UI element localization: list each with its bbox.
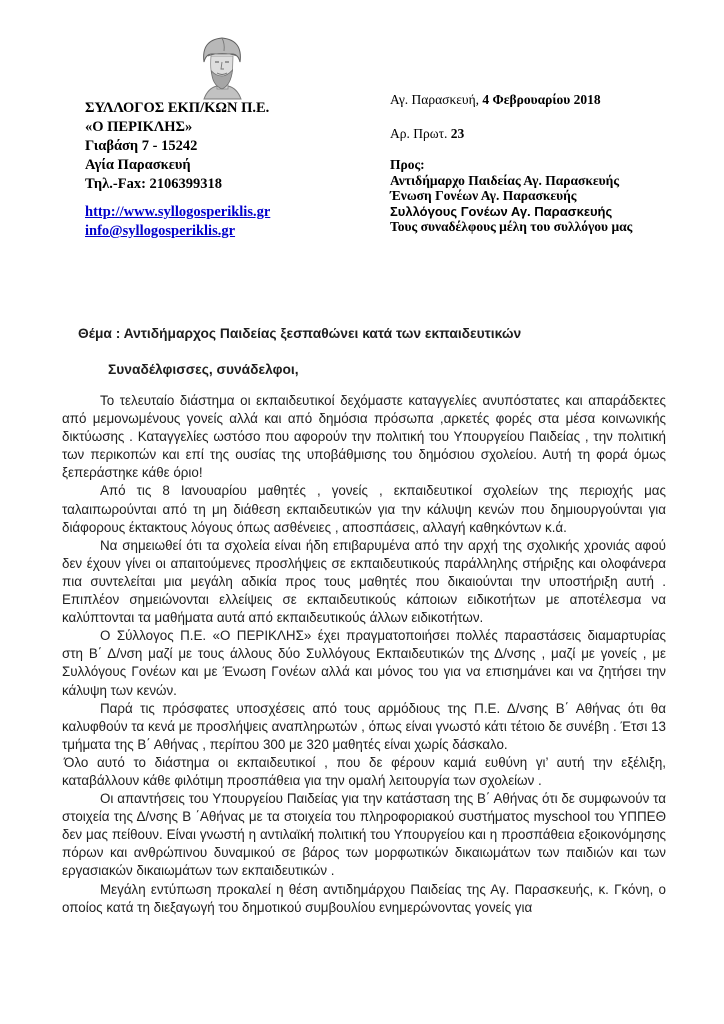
protocol-label: Αρ. Πρωτ. (390, 126, 448, 141)
place-label: Αγ. Παρασκευή, (390, 92, 480, 107)
body-paragraph: Οι απαντήσεις του Υπουργείου Παιδείας για την κατάσταση της Β΄ Αθήνας ότι δε συμφωνούν τα στοιχεία της Δ/νσης Β ΄Αθήνας με τα στοιχεία του πληροφοριακού συστήματος myschool του ΥΠΠΕΘ δεν μας πείθουν. Είναι γνωστή η αντιλαϊκή πολιτική του Υπουργείου και η προσπάθεια εξοικονόμησης πόρων και ανθρώπινου δυναμικού σε βάρος των μορφωτικών δικαιωμάτων των παιδιών και των εργασιακών δικαιωμάτων των εκπαιδευτικών . (62, 791, 666, 879)
subject-label: Θέμα : (78, 326, 121, 341)
org-links (85, 203, 365, 241)
letter-date: 4 Φεβρουαρίου 2018 (482, 92, 601, 107)
org-address-street: Γιαβάση 7 - 15242 (85, 138, 198, 154)
body-paragraph: Ο Σύλλογος Π.Ε. «Ο ΠΕΡΙΚΛΗΣ» έχει πραγματοποιήσει πολλές παραστάσεις διαμαρτυρίας στη Β΄ Δ/νση μαζί με τους άλλους δύο Συλλόγους Εκπαιδευτικών της Δ/νσης , μαζί με γονείς , με Συλλόγους Γονέων και με Ένωση Γονέων αλλά και μόνος του για να επισημάνει και να ζητήσει την κάλυψη των κενών. (62, 628, 666, 698)
subject-line (78, 326, 678, 341)
to-label: Προς: (390, 157, 425, 172)
org-header-block (85, 99, 365, 241)
recipient-line: Συλλόγους Γονέων Αγ. Παρασκευής (390, 203, 613, 219)
subject-text: Αντιδήμαρχος Παιδείας ξεσπαθώνει κατά των εκπαιδευτικών (123, 326, 522, 341)
recipient-line: Τους συναδέλφους μέλη του συλλόγου μας (390, 219, 633, 234)
org-website-link[interactable]: http://www.syllogosperiklis.gr (85, 204, 271, 220)
date-line (390, 92, 690, 108)
body-paragraph: Παρά τις πρόσφατες υποσχέσεις από τους αρμόδιους της Π.Ε. Δ/νσης Β΄ Αθήνας ότι θα καλυφθούν τα κενά με προσλήψεις αναπληρωτών , όπως είναι γνωστό κάτι τέτοιο δε συνέβη . Έτσι 13 τμήματα της Β΄ Αθήνας , περίπου 300 με 320 μαθητές είναι χωρίς δάσκαλο. (62, 700, 666, 752)
protocol-line (390, 126, 690, 142)
recipient-line: Ένωση Γονέων Αγ. Παρασκευής (390, 188, 577, 203)
org-nickname: «Ο ΠΕΡΙΚΛΗΣ» (85, 119, 193, 135)
letter-meta-block (390, 92, 690, 235)
body-paragraph: Όλο αυτό το διάστημα οι εκπαιδευτικοί , που δε φέρουν καμιά ευθύνη γι’ αυτή την εξέλιξη, καταβάλλουν κάθε φιλότιμη προσπάθεια για την ομαλή λειτουργία των σχολείων . (62, 754, 666, 788)
greeting-line: Συναδέλφισσες, συνάδελφοι, (108, 362, 299, 377)
recipients-block (390, 157, 690, 235)
org-address-city: Αγία Παρασκευή (85, 157, 191, 173)
body-paragraph: Το τελευταίο διάστημα οι εκπαιδευτικοί δεχόμαστε καταγγελίες ανυπόστατες και απαράδεκτες από μεμονωμένους γονείς αλλά και από δημόσια πρόσωπα ,αρκετές φορές στα μέσα κοινωνικής δικτύωσης . Καταγγελίες ωστόσο που αφορούν την πολιτική του Υπουργείου Παιδείας , την πολιτική των περικοπών και επί της ουσίας της υποβάθμισης του δημόσιου σχολείου. Αυτή τη φορά όμως ξεπεράστηκε κάθε όριο! (62, 393, 666, 481)
protocol-number: 23 (450, 126, 465, 141)
org-email-link[interactable]: info@syllogosperiklis.gr (85, 223, 236, 239)
body-paragraph: Μεγάλη εντύπωση προκαλεί η θέση αντιδημάρχου Παιδείας της Αγ. Παρασκευής, κ. Γκόνη, ο οποίος κατά τη διεξαγωγή του δημοτικού συμβουλίου ενημερώνοντας γονείς για (62, 881, 666, 915)
recipient-line: Αντιδήμαρχο Παιδείας Αγ. Παρασκευής (390, 172, 620, 188)
body-paragraph: Από τις 8 Ιανουαρίου μαθητές , γονείς , εκπαιδευτικοί σχολείων της περιοχής μας ταλαιπωρούνται από τη μη διάθεση εκπαιδευτικών για την κάλυψη κενών που δημιουργούνται για διάφορους έκτακτους λόγους όπως ασθένειες , αποσπάσεις, αλλαγή καθηκόντων κ.ά. (62, 483, 666, 535)
body-paragraph: Να σημειωθεί ότι τα σχολεία είναι ήδη επιβαρυμένα από την αρχή της σχολικής χρονιάς αφού δεν έχουν γίνει οι απαιτούμενες προσλήψεις σε εκπαιδευτικούς παράλληλης στήριξης και ολοφάνερα πια συντελείται μια μεγάλη αδικία προς τους μαθητές που δικαιούνται την υποστήριξη αυτή . Επιπλέον σημειώνονται ελλείψεις σε εκπαιδευτικούς κάποιων ειδικοτήτων με αποτέλεσμα να καλύπτονται τα μαθήματα αυτά από εκπαιδευτικούς άλλων ειδικοτήτων. (62, 537, 666, 626)
letter-body (62, 392, 666, 917)
pericles-logo-icon (191, 35, 253, 101)
org-name: ΣΥΛΛΟΓΟΣ ΕΚΠ/ΚΩΝ Π.Ε. (85, 100, 270, 116)
org-phone-fax: Τηλ.-Fax: 2106399318 (85, 176, 223, 192)
